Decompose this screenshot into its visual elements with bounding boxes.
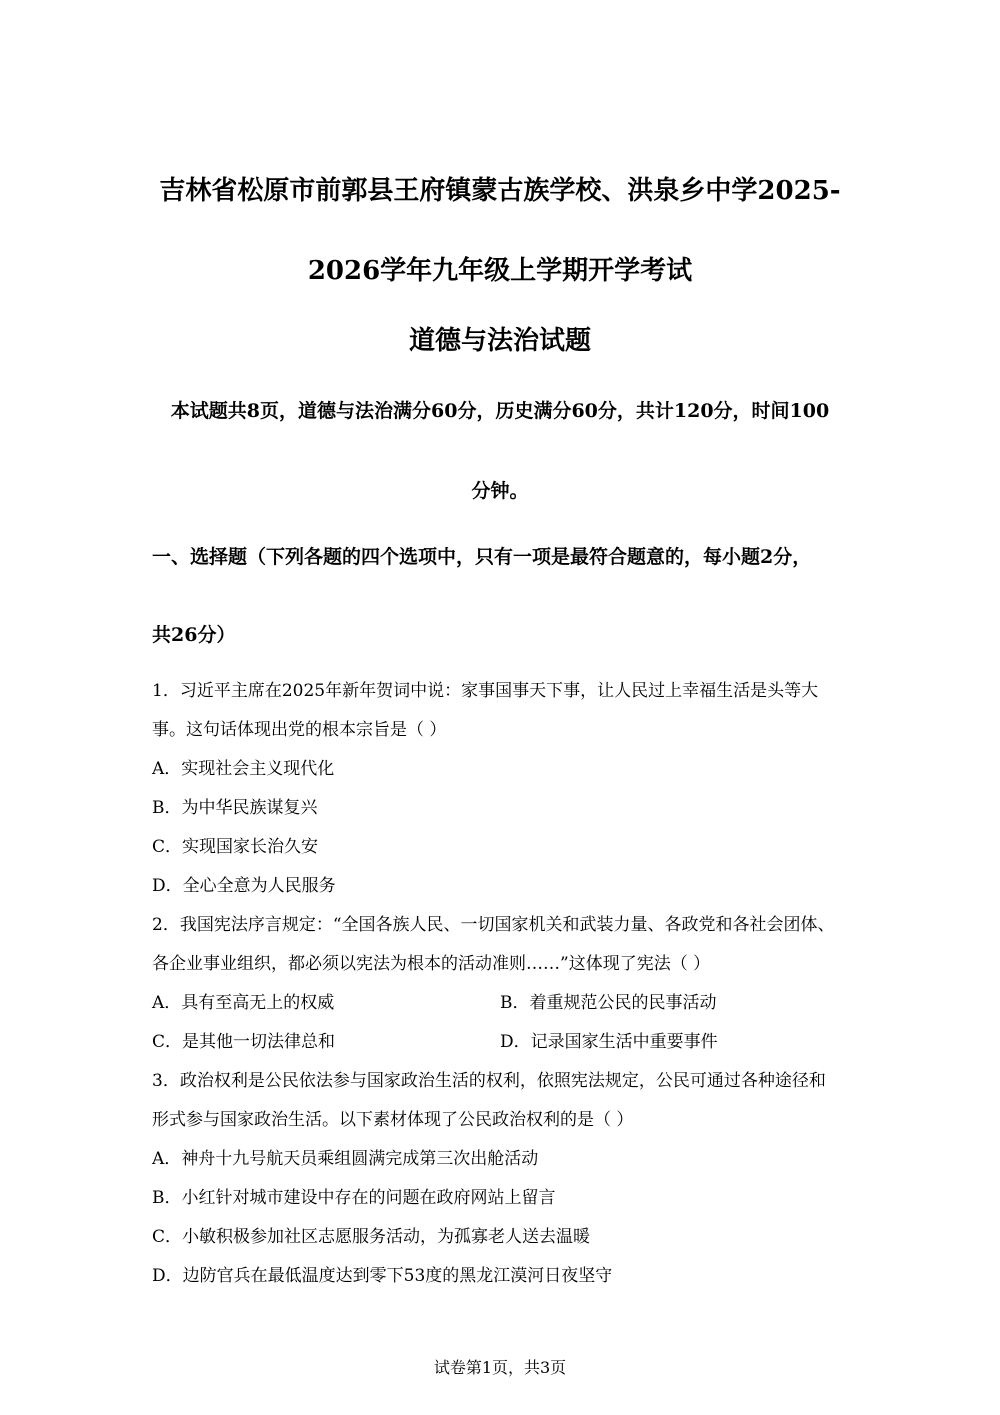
exam-info-line-2: 分钟。	[471, 480, 529, 502]
question-1-option-d: D．全心全意为人民服务	[152, 876, 336, 896]
question-2-option-c: C．是其他一切法律总和	[152, 1032, 336, 1052]
question-2-stem-line-1: 2．我国宪法序言规定：“全国各族人民、一切国家机关和武装力量、各政党和各社会团体、	[152, 915, 835, 935]
page-footer: 试卷第1页，共3页	[433, 1358, 567, 1377]
question-1-stem-line-2: 事。这句话体现出党的根本宗旨是（ ）	[152, 720, 447, 740]
question-1-stem-line-1: 1．习近平主席在2025年新年贺词中说：家事国事天下事，让人民过上幸福生活是头等大	[152, 681, 819, 701]
exam-title-line-1: 吉林省松原市前郭县王府镇蒙古族学校、洪泉乡中学2025-	[159, 176, 841, 206]
question-2-option-d: D．记录国家生活中重要事件	[500, 1032, 718, 1052]
question-2-option-b: B．着重规范公民的民事活动	[500, 993, 717, 1013]
question-1-option-c: C．实现国家长治久安	[152, 837, 319, 857]
question-3-option-c: C．小敏积极参加社区志愿服务活动，为孤寡老人送去温暖	[152, 1227, 591, 1247]
section-heading-line-1: 一、选择题（下列各题的四个选项中，只有一项是最符合题意的，每小题2分，	[152, 546, 812, 568]
question-2-stem-line-2: 各企业事业组织，都必须以宪法为根本的活动准则……”这体现了宪法（ ）	[152, 954, 711, 974]
exam-subject-title: 道德与法治试题	[408, 326, 591, 356]
section-heading-line-2: 共26分）	[152, 624, 236, 646]
question-2-option-a: A．具有至高无上的权威	[152, 993, 335, 1013]
question-3-stem-line-2: 形式参与国家政治生活。以下素材体现了公民政治权利的是（ ）	[152, 1110, 634, 1130]
question-1-option-a: A．实现社会主义现代化	[152, 759, 335, 779]
question-3-stem-line-1: 3．政治权利是公民依法参与国家政治生活的权利，依照宪法规定，公民可通过各种途径和	[152, 1071, 826, 1091]
exam-info-line-1: 本试题共8页，道德与法治满分60分，历史满分60分，共计120分，时间100	[170, 400, 830, 422]
exam-title-line-2: 2026学年九年级上学期开学考试	[307, 256, 693, 286]
question-3-option-b: B．小红针对城市建设中存在的问题在政府网站上留言	[152, 1188, 556, 1208]
question-3-option-d: D．边防官兵在最低温度达到零下53度的黑龙江漠河日夜坚守	[152, 1266, 613, 1286]
question-1-option-b: B．为中华民族谋复兴	[152, 798, 318, 818]
question-3-option-a: A．神舟十九号航天员乘组圆满完成第三次出舱活动	[152, 1149, 539, 1169]
